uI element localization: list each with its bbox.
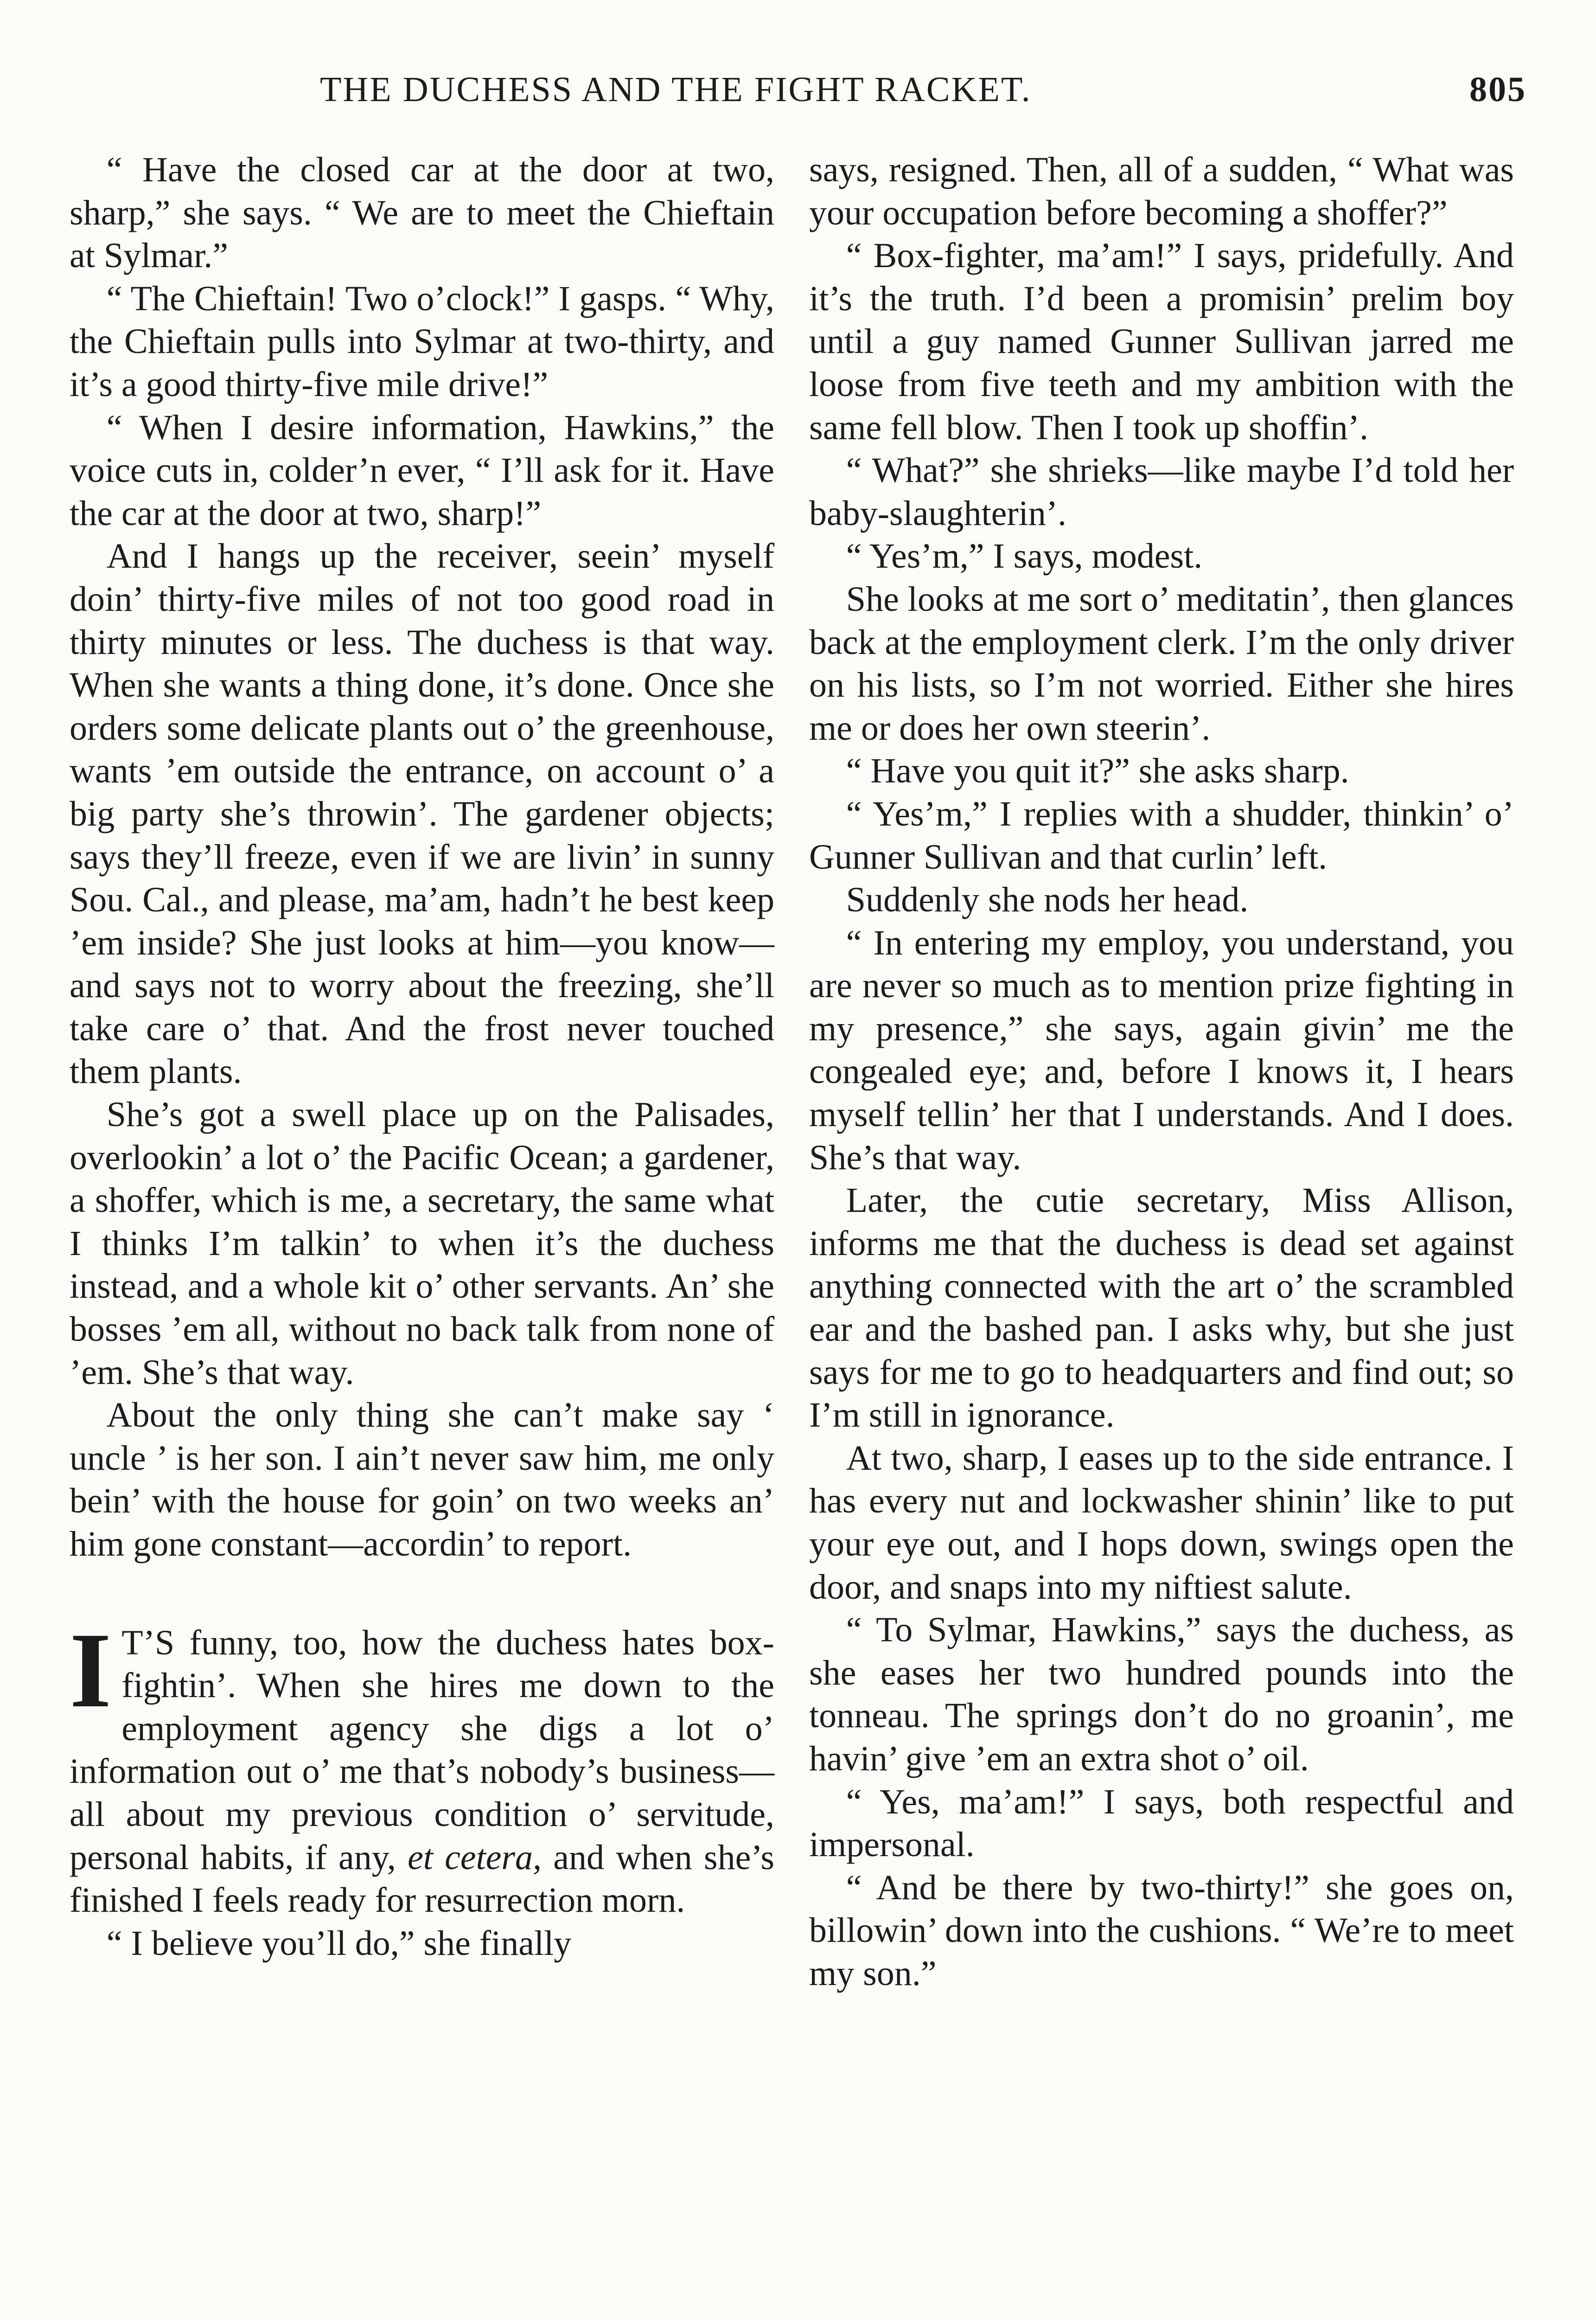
paragraph: Suddenly she nods her head. xyxy=(846,880,1249,920)
drop-cap: I xyxy=(70,1610,112,1730)
paragraph: And I hangs up the receiver, seein’ myself doin’ thirty-five miles of not too good road in thirty minutes or less. The duchess is that way. When she wants a thing done, it’s done. Once she orders some delicate plants out o’ the greenhouse, wants ’em outside the entrance, on account o’ a big party she’s throwin’. The gardener objects; says they’ll freeze, even if we are livin’ in sunny Sou. Cal., and please, ma’am, hadn’t he best keep ’em inside? She just looks at him—you know—and says not to worry about the freezing, she’ll take care o’ that. And the frost never touched them plants. xyxy=(70,537,774,1091)
italic-phrase: et cetera, xyxy=(408,1838,542,1877)
paragraph: “ Have you quit it?” she asks sharp. xyxy=(846,751,1349,791)
section-opening-paragraph xyxy=(70,1610,774,1922)
paragraph-continued: says, resigned. Then, all of a sudden, “ What was your occupation before becoming a shoffer?” xyxy=(809,150,1514,232)
paragraph: “ In entering my employ, you understand, you are never so much as to mention prize fighting in my presence,” she says, again givin’ me the congealed eye; and, before I knows it, I hears myself tellin’ her that I understands. And I does. She’s that way. xyxy=(809,923,1514,1177)
left-column xyxy=(70,148,774,1965)
paragraph: She looks at me sort o’ meditatin’, then glances back at the employment clerk. I’m the only driver on his lists, so I’m not worried. Either she hires me or does her own steerin’. xyxy=(809,579,1514,748)
running-title: THE DUCHESS AND THE FIGHT RACKET. xyxy=(320,70,1032,109)
paragraph: Later, the cutie secretary, Miss Allison, informs me that the duchess is dead set against anything connected with the art o’ the scrambled ear and the bashed pan. I asks why, but she just says for me to go to headquarters and find out; so I’m still in ignorance. xyxy=(809,1181,1514,1435)
paragraph: “ When I desire information, Hawkins,” the voice cuts in, colder’n ever, “ I’ll ask for it. Have the car at the door at two, sharp!” xyxy=(70,408,774,533)
paragraph: “ And be there by two-thirty!” she goes on, billowin’ down into the cushions. “ We’re to meet my son.” xyxy=(809,1868,1514,1993)
page-number: 805 xyxy=(1469,70,1526,109)
section-text: T’S funny, too, how the duchess hates box-fightin’. When she hires me down to the employment agency she digs a lot o’ information out o’ me that’s nobody’s business—all about my previous condition o’ servitude, personal habits, if any, xyxy=(70,1623,774,1877)
paragraph: “ Yes’m,” I says, modest. xyxy=(846,537,1203,576)
paragraph: “ Box-fighter, ma’am!” I says, pridefully. And it’s the truth. I’d been a promisin’ prelim boy until a guy named Gunner Sullivan jarred me loose from five teeth and my ambition with the same fell blow. Then I took up shoffin’. xyxy=(809,236,1514,447)
paragraph: “ Yes’m,” I replies with a shudder, thinkin’ o’ Gunner Sullivan and that curlin’ left. xyxy=(809,794,1514,877)
paragraph: “ Yes, ma’am!” I says, both respectful and impersonal. xyxy=(809,1782,1514,1864)
paragraph: “ The Chieftain! Two o’clock!” I gasps. “ Why, the Chieftain pulls into Sylmar at two-thirty, and it’s a good thirty-five mile drive!” xyxy=(70,279,774,404)
section-text-continued: and when she’s finished I feels ready for resurrection morn. xyxy=(70,1838,774,1920)
paragraph: “ To Sylmar, Hawkins,” says the duchess, as she eases her two hundred pounds into the tonneau. The springs don’t do no groanin’, me havin’ give ’em an extra shot o’ oil. xyxy=(809,1610,1514,1778)
paragraph: “ I believe you’ll do,” she finally xyxy=(106,1923,572,1963)
paragraph: She’s got a swell place up on the Palisades, overlookin’ a lot o’ the Pacific Ocean; a gardener, a shoffer, which is me, a secretary, the same what I thinks I’m talkin’ to when it’s the duchess instead, and a whole kit o’ other servants. An’ she bosses ’em all, without no back talk from none of ’em. She’s that way. xyxy=(70,1095,774,1392)
paragraph: “ What?” she shrieks—like maybe I’d told her baby-slaughterin’. xyxy=(809,451,1514,533)
paragraph: About the only thing she can’t make say ‘ uncle ’ is her son. I ain’t never saw him, me only bein’ with the house for goin’ on two weeks an’ him gone constant—accordin’ to report. xyxy=(70,1396,774,1563)
running-header xyxy=(320,70,1526,121)
paragraph: At two, sharp, I eases up to the side entrance. I has every nut and lockwasher shinin’ like to put your eye out, and I hops down, swings open the door, and snaps into my niftiest salute. xyxy=(809,1438,1514,1607)
right-column xyxy=(809,148,1514,1995)
paragraph: “ Have the closed car at the door at two, sharp,” she says. “ We are to meet the Chieftain at Sylmar.” xyxy=(70,150,774,275)
